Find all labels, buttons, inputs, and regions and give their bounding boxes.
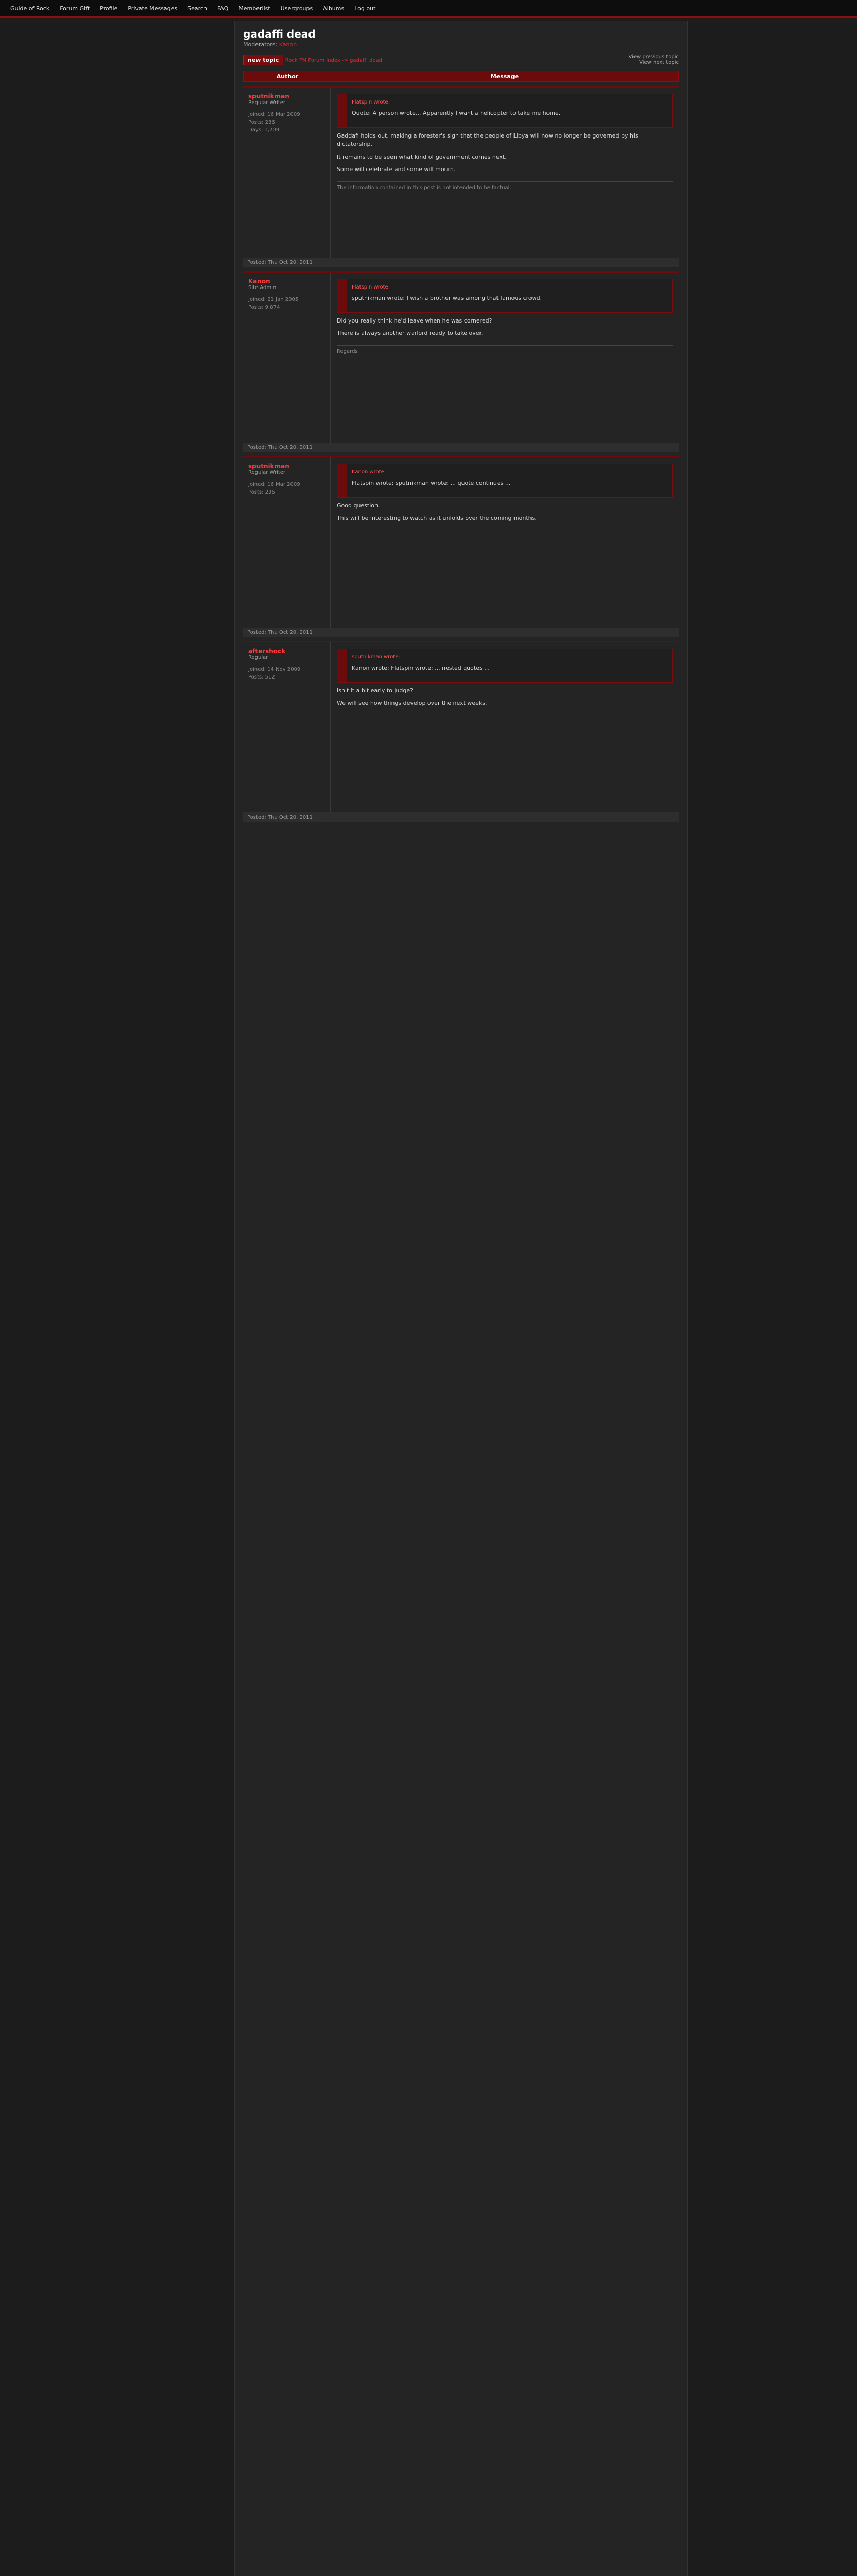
forum-path[interactable]: Rock FM Forum Index -> gadaffi dead	[285, 57, 382, 63]
quote-text: Flatspin wrote: sputnikman wrote: ... quote continues ...	[352, 480, 511, 486]
author-rank: Regular	[248, 655, 268, 660]
post	[243, 86, 679, 267]
post-timestamp: Posted: Thu Oct 20, 2011	[247, 629, 313, 635]
author-posts: Posts: 9,874	[248, 304, 280, 310]
nav-link-search[interactable]: Search	[187, 5, 207, 12]
post-bar	[243, 258, 679, 267]
post-author	[243, 457, 331, 628]
moderators-line	[243, 41, 679, 48]
quote-block	[337, 649, 673, 683]
post-author	[243, 642, 331, 812]
nav-link-usergroups[interactable]: Usergroups	[280, 5, 313, 12]
author-rank: Regular Writer	[248, 470, 286, 476]
moderator-link[interactable]: Kanon	[279, 41, 297, 48]
author-posts: Posts: 236	[248, 489, 275, 495]
post-paragraph: Good question.	[337, 502, 380, 509]
post	[243, 641, 679, 822]
view-next-topic[interactable]: View next topic	[639, 60, 679, 65]
author-posts: Posts: 512	[248, 674, 275, 680]
nav-link-profile[interactable]: Profile	[100, 5, 118, 12]
quote-header: Flatspin wrote:	[352, 99, 390, 105]
author-days: Days: 1,209	[248, 127, 280, 133]
post-paragraph: Gaddafi holds out, making a forester's sign that the people of Libya will now no longer be governed by his dictatorship.	[337, 132, 638, 147]
post-timestamp: Posted: Thu Oct 20, 2011	[247, 444, 313, 450]
post-signature: The information contained in this post is not intended to be factual.	[337, 181, 673, 191]
quote-text: Quote: A person wrote... Apparently I want a helicopter to take me home.	[352, 110, 561, 116]
post-author	[243, 273, 331, 443]
nav-link-faq[interactable]: FAQ	[217, 5, 229, 12]
quote-header: sputnikman wrote:	[352, 654, 400, 660]
post-content	[331, 273, 679, 443]
thread-title[interactable]: gadaffi dead	[243, 28, 316, 40]
nav-link-guide[interactable]: Guide of Rock	[10, 5, 50, 12]
author-name[interactable]: Kanon	[248, 278, 270, 285]
forum-page	[234, 21, 688, 2576]
table-header	[243, 71, 679, 82]
quote-block	[337, 94, 673, 128]
author-joined: Joined: 14 Nov 2009	[248, 667, 301, 672]
top-navigation	[0, 0, 857, 18]
post-bar	[243, 628, 679, 637]
post-paragraph: There is always another warlord ready to take over.	[337, 330, 483, 336]
quote-header: Flatspin wrote:	[352, 284, 390, 290]
quote-block	[337, 464, 673, 498]
post-paragraph: This will be interesting to watch as it unfolds over the coming months.	[337, 515, 537, 521]
post-content	[331, 88, 679, 258]
author-joined: Joined: 21 Jan 2005	[248, 297, 299, 302]
nav-link-gift[interactable]: Forum Gift	[60, 5, 90, 12]
post-paragraph: Isn't it a bit early to judge?	[337, 687, 413, 694]
post-author	[243, 88, 331, 258]
action-row	[243, 54, 679, 65]
post-paragraph: We will see how things develop over the next weeks.	[337, 700, 487, 706]
post	[243, 271, 679, 452]
post-bar	[243, 812, 679, 822]
new-topic-button[interactable]: new topic	[243, 55, 283, 65]
view-previous-topic[interactable]: View previous topic	[628, 54, 679, 60]
author-header: Author	[276, 73, 299, 80]
post	[243, 456, 679, 637]
post-bar	[243, 443, 679, 452]
author-name[interactable]: sputnikman	[248, 463, 289, 470]
author-rank: Site Admin	[248, 285, 277, 291]
message-header: Message	[490, 73, 519, 80]
nav-link-albums[interactable]: Albums	[323, 5, 345, 12]
post-content	[331, 642, 679, 812]
author-rank: Regular Writer	[248, 100, 286, 106]
quote-text: Kanon wrote: Flatspin wrote: ... nested quotes ...	[352, 665, 490, 671]
nav-link-messages[interactable]: Private Messages	[128, 5, 178, 12]
nav-link-logout[interactable]: Log out	[354, 5, 376, 12]
author-joined: Joined: 16 Mar 2009	[248, 112, 300, 117]
post-signature: Regards	[337, 345, 673, 354]
quote-block	[337, 279, 673, 313]
author-joined: Joined: 16 Mar 2009	[248, 482, 300, 487]
post-paragraph: It remains to be seen what kind of government comes next.	[337, 153, 507, 160]
quote-text: sputnikman wrote: I wish a brother was among that famous crowd.	[352, 295, 542, 301]
post-paragraph: Did you really think he'd leave when he was cornered?	[337, 317, 492, 324]
post-paragraph: Some will celebrate and some will mourn.	[337, 166, 456, 173]
nav-link-memberlist[interactable]: Memberlist	[238, 5, 270, 12]
post-timestamp: Posted: Thu Oct 20, 2011	[247, 259, 313, 265]
author-name[interactable]: aftershock	[248, 648, 286, 655]
moderators-label: Moderators:	[243, 41, 278, 48]
post-content	[331, 457, 679, 628]
author-posts: Posts: 236	[248, 120, 275, 125]
author-name[interactable]: sputnikman	[248, 93, 289, 100]
quote-header: Kanon wrote:	[352, 469, 386, 475]
post-timestamp: Posted: Thu Oct 20, 2011	[247, 814, 313, 820]
